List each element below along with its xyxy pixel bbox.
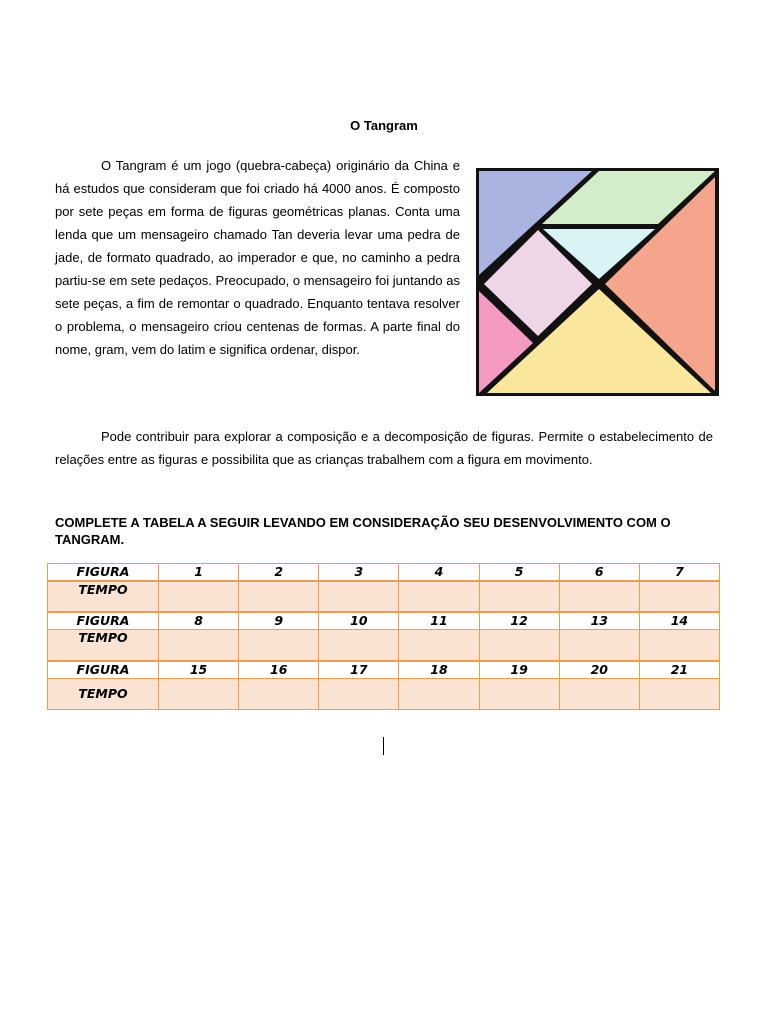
text-cursor [383,737,384,755]
figure-row [48,564,720,582]
tangram-time-table [47,563,720,710]
figure-row [48,661,720,679]
figure-label: FIGURA [48,612,159,630]
figure-number-cell: 18 [399,661,479,679]
figure-number-cell: 2 [239,564,319,582]
figure-number-cell: 13 [559,612,639,630]
figure-label: FIGURA [48,661,159,679]
time-input-cell[interactable] [159,630,239,662]
figure-number-cell: 6 [559,564,639,582]
figure-number-cell: 11 [399,612,479,630]
time-input-cell[interactable] [159,581,239,612]
figure-number-cell: 9 [239,612,319,630]
figure-row [48,612,720,630]
time-input-cell[interactable] [319,581,399,612]
figure-number-cell: 1 [159,564,239,582]
time-input-cell[interactable] [239,581,319,612]
document-title: O Tangram [350,118,418,133]
figure-label: FIGURA [48,564,159,582]
time-input-cell[interactable] [639,679,719,710]
time-row [48,679,720,710]
time-input-cell[interactable] [399,581,479,612]
time-input-cell[interactable] [479,581,559,612]
figure-number-cell: 7 [639,564,719,582]
time-input-cell[interactable] [399,630,479,662]
time-input-cell[interactable] [399,679,479,710]
figure-number-cell: 10 [319,612,399,630]
time-input-cell[interactable] [239,679,319,710]
intro-paragraph: O Tangram é um jogo (quebra-cabeça) originário da China e há estudos que consideram que foi criado há 4000 anos. É composto por sete peças em forma de figuras geométricas planas. Conta uma lenda que um mensageiro chamado Tan deveria levar uma pedra de jade, de formato quadrado, ao imperador e que, no caminho a pedra partiu-se em sete pedaços. Preocupado, o mensageiro foi juntando as sete peças, a fim de remontar o quadrado. Enquanto tentava resolver o problema, o mensageiro criou centenas de formas. A parte final do nome, gram, vem do latim e significa ordenar, dispor. [55,158,460,357]
instruction-heading: COMPLETE A TABELA A SEGUIR LEVANDO EM CONSIDERAÇÃO SEU DESENVOLVIMENTO COM O TANGRAM. [55,515,671,547]
time-input-cell[interactable] [159,679,239,710]
figure-number-cell: 17 [319,661,399,679]
figure-number-cell: 21 [639,661,719,679]
time-row [48,630,720,662]
time-input-cell[interactable] [559,581,639,612]
figure-number-cell: 8 [159,612,239,630]
figure-number-cell: 12 [479,612,559,630]
figure-number-cell: 5 [479,564,559,582]
time-input-cell[interactable] [479,630,559,662]
time-input-cell[interactable] [319,630,399,662]
tangram-image [475,167,720,397]
second-paragraph: Pode contribuir para explorar a composição e a decomposição de figuras. Permite o estabelecimento de relações entre as figuras e possibilita que as crianças trabalhem com a figura em movimento. [55,429,713,467]
time-input-cell[interactable] [239,630,319,662]
time-label: TEMPO [48,679,159,710]
time-input-cell[interactable] [559,630,639,662]
time-input-cell[interactable] [639,581,719,612]
time-label: TEMPO [48,581,159,612]
figure-number-cell: 14 [639,612,719,630]
time-input-cell[interactable] [479,679,559,710]
time-row [48,581,720,612]
time-label: TEMPO [48,630,159,662]
time-input-cell[interactable] [639,630,719,662]
figure-number-cell: 15 [159,661,239,679]
figure-number-cell: 20 [559,661,639,679]
figure-number-cell: 19 [479,661,559,679]
figure-number-cell: 16 [239,661,319,679]
time-input-cell[interactable] [559,679,639,710]
time-input-cell[interactable] [319,679,399,710]
figure-number-cell: 4 [399,564,479,582]
figure-number-cell: 3 [319,564,399,582]
